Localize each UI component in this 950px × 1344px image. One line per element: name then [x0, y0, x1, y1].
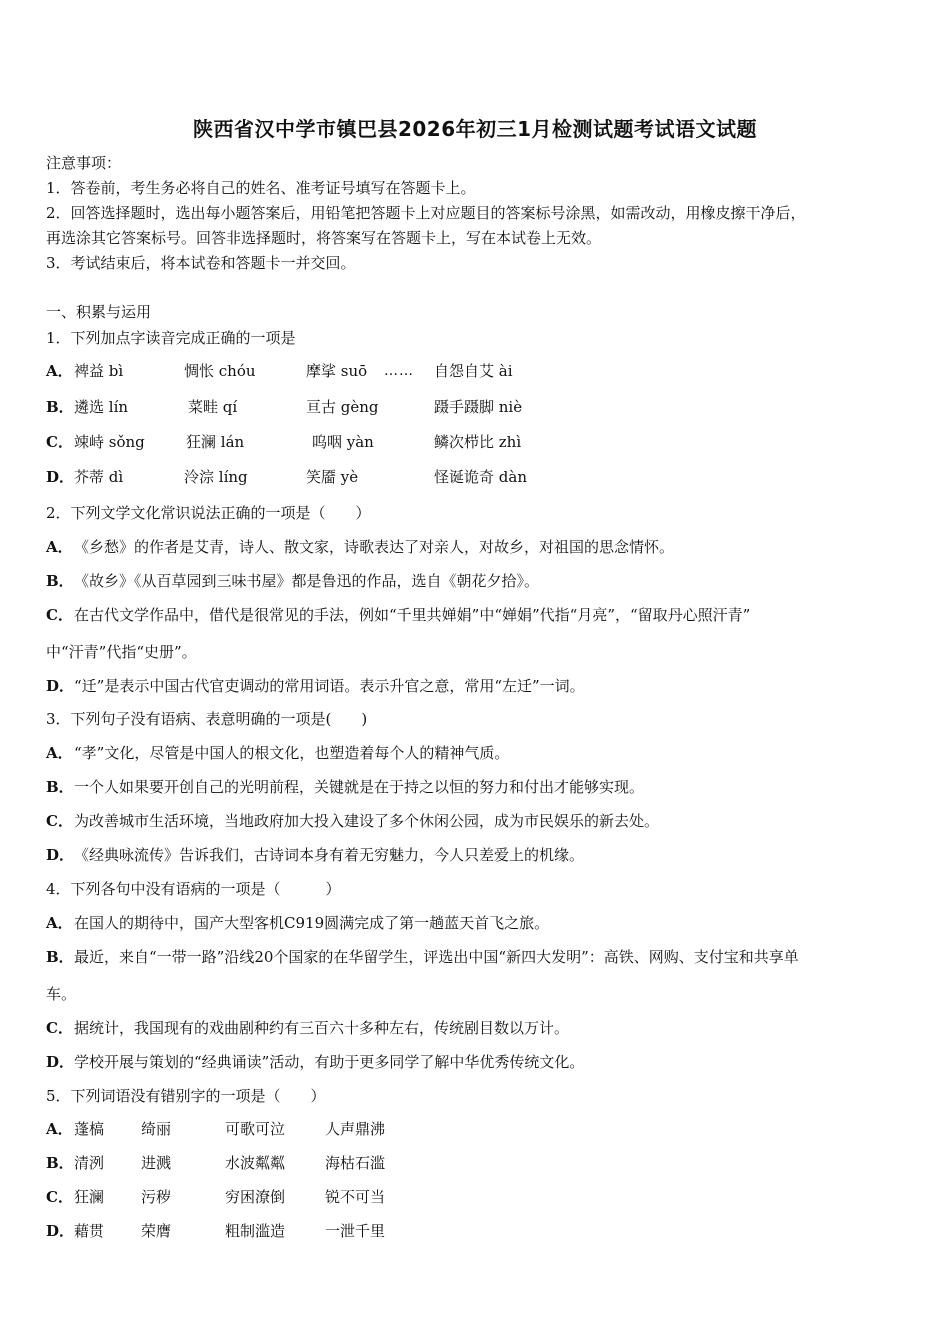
q2-option-b[interactable] — [46, 570, 539, 591]
q5-d-cell: 荣膺 — [141, 1222, 172, 1240]
option-label: C． — [46, 606, 73, 624]
q5-d-cell: 藉贯 — [74, 1222, 105, 1240]
q4-option-b-cont: 车。 — [46, 985, 77, 1003]
option-label: D． — [46, 846, 75, 864]
q5-a-cell: 可歌可泣 — [225, 1120, 286, 1138]
section-heading: 一、积累与运用 — [46, 303, 152, 321]
q4-option-a[interactable] — [46, 912, 549, 933]
option-label: D． — [46, 1222, 75, 1240]
option-label: D． — [46, 468, 75, 486]
q1-d-cell: 泠淙 líng — [184, 468, 248, 486]
page-title: 陕西省汉中学市镇巴县2026年初三1月检测试题考试语文试题 — [192, 117, 758, 141]
option-text: 《乡愁》的作者是艾青，诗人、散文家，诗歌表达了对亲人，对故乡，对祖国的思念情怀。 — [74, 538, 675, 556]
notice-item: 再选涂其它答案标号。回答非选择题时，将答案写在答题卡上，写在本试卷上无效。 — [46, 229, 602, 247]
q5-c-cell: 污秽 — [141, 1188, 172, 1206]
q1-a-cell: 惆怅 chóu — [184, 362, 256, 380]
q5-a-cell: 蓬槁 — [74, 1120, 105, 1138]
notice-item: 1．答卷前，考生务必将自己的姓名、准考证号填写在答题卡上。 — [46, 179, 476, 197]
notice-item: 3．考试结束后，将本试卷和答题卡一并交回。 — [46, 254, 356, 272]
q5-c-cell: 锐不可当 — [325, 1188, 386, 1206]
option-label: D． — [46, 677, 75, 695]
q4-option-c[interactable] — [46, 1017, 569, 1038]
option-label: A． — [46, 1120, 73, 1138]
option-label: B． — [46, 398, 74, 416]
q1-b-cell: 蹑手蹑脚 niè — [434, 398, 523, 416]
q1-b-cell: 菜畦 qí — [188, 398, 238, 416]
q2-stem: 2．下列文学文化常识说法正确的一项是（ ） — [46, 504, 371, 522]
q5-b-cell: 进溅 — [141, 1154, 172, 1172]
q2-option-a[interactable] — [46, 536, 674, 557]
q2-option-d[interactable] — [46, 675, 585, 696]
q1-c-cell: 狂澜 lán — [186, 433, 245, 451]
q1-stem: 1．下列加点字读音完成正确的一项是 — [46, 329, 296, 347]
option-text: 学校开展与策划的“经典诵读”活动，有助于更多同学了解中华优秀传统文化。 — [74, 1053, 585, 1071]
q1-c-cell: 呜咽 yàn — [312, 433, 374, 451]
notice-heading: 注意事项： — [46, 154, 122, 172]
notice-item: 2．回答选择题时，选出每小题答案后，用铅笔把答题卡上对应题目的答案标号涂黑，如需改动，用橡皮擦干净后， — [46, 204, 806, 222]
option-text: 最近，来自“一带一路”沿线20个国家的在华留学生，评选出中国“新四大发明”：高铁、网购、支付宝和共享单 — [74, 948, 799, 966]
option-label: C． — [46, 433, 73, 451]
q5-option-c[interactable] — [46, 1186, 74, 1207]
option-label: B． — [46, 1154, 74, 1172]
q5-option-d[interactable] — [46, 1220, 74, 1241]
q3-stem: 3．下列句子没有语病、表意明确的一项是( ) — [46, 710, 368, 728]
q1-option-a[interactable] — [46, 360, 74, 381]
q1-d-cell: 怪诞诡奇 dàn — [434, 468, 527, 486]
q5-option-a[interactable] — [46, 1118, 74, 1139]
q1-b-cell: 遴选 lín — [74, 398, 129, 416]
q5-option-b[interactable] — [46, 1152, 74, 1173]
option-label: A． — [46, 362, 73, 380]
q1-c-cell: 竦峙 sǒng — [74, 433, 145, 451]
option-label: A． — [46, 744, 73, 762]
q5-d-cell: 粗制滥造 — [225, 1222, 286, 1240]
q3-option-a[interactable] — [46, 742, 509, 763]
q1-d-cell: 芥蒂 dì — [74, 468, 124, 486]
option-text: 为改善城市生活环境，当地政府加大投入建设了多个休闲公园，成为市民娱乐的新去处。 — [74, 812, 660, 830]
q5-c-cell: 狂澜 — [74, 1188, 105, 1206]
q3-option-d[interactable] — [46, 844, 584, 865]
option-label: C． — [46, 1188, 73, 1206]
q1-c-cell: 鳞次栉比 zhì — [434, 433, 522, 451]
q1-a-cell: 自怨自艾 ài — [434, 362, 513, 380]
q5-b-cell: 海枯石滥 — [325, 1154, 386, 1172]
q1-option-d[interactable] — [46, 466, 74, 487]
emphasis-dots: …… — [384, 363, 414, 379]
option-label: B． — [46, 948, 74, 966]
q5-a-cell: 绮丽 — [141, 1120, 172, 1138]
option-text: 《经典咏流传》告诉我们，古诗词本身有着无穷魅力，今人只差爱上的机缘。 — [74, 846, 585, 864]
q1-option-c[interactable] — [46, 431, 74, 452]
q3-option-b[interactable] — [46, 776, 644, 797]
option-label: B． — [46, 778, 74, 796]
option-label: A． — [46, 538, 73, 556]
option-text: 《故乡》《从百草园到三味书屋》都是鲁迅的作品，选自《朝花夕拾》。 — [74, 572, 540, 590]
q5-d-cell: 一泄千里 — [325, 1222, 386, 1240]
q5-b-cell: 水波粼粼 — [225, 1154, 286, 1172]
q5-a-cell: 人声鼎沸 — [325, 1120, 386, 1138]
option-text: 在古代文学作品中，借代是很常见的手法，例如“千里共婵娟”中“婵娟”代指“月亮”，“留取丹心照汗青” — [74, 606, 751, 624]
q5-b-cell: 清洌 — [74, 1154, 105, 1172]
q1-b-cell: 亘古 gèng — [306, 398, 379, 416]
option-text: 一个人如果要开创自己的光明前程，关键就是在于持之以恒的努力和付出才能够实现。 — [74, 778, 645, 796]
q1-option-b[interactable] — [46, 396, 74, 417]
q2-option-c[interactable] — [46, 604, 750, 625]
option-text: “迁”是表示中国古代官吏调动的常用词语。表示升官之意，常用“左迁”一词。 — [74, 677, 585, 695]
option-label: A． — [46, 914, 73, 932]
option-label: C． — [46, 1019, 73, 1037]
q1-a-cell: 摩挲 suō — [306, 362, 368, 380]
q3-option-c[interactable] — [46, 810, 659, 831]
q4-option-d[interactable] — [46, 1051, 584, 1072]
option-label: D． — [46, 1053, 75, 1071]
option-text: “孝”文化，尽管是中国人的根文化，也塑造着每个人的精神气质。 — [74, 744, 510, 762]
option-text: 在国人的期待中，国产大型客机C919圆满完成了第一趟蓝天首飞之旅。 — [74, 914, 550, 932]
option-label: B． — [46, 572, 74, 590]
q1-d-cell: 笑靥 yè — [306, 468, 359, 486]
q4-stem: 4．下列各句中没有语病的一项是（ ） — [46, 880, 341, 898]
q5-stem: 5．下列词语没有错别字的一项是（ ） — [46, 1087, 326, 1105]
option-text: 据统计，我国现有的戏曲剧种约有三百六十多种左右，传统剧目数以万计。 — [74, 1019, 570, 1037]
q2-option-c-cont: 中“汗青”代指“史册”。 — [46, 643, 197, 661]
q5-c-cell: 穷困潦倒 — [225, 1188, 286, 1206]
q1-a-cell: 裨益 bì — [74, 362, 124, 380]
q4-option-b[interactable] — [46, 946, 799, 967]
option-label: C． — [46, 812, 73, 830]
